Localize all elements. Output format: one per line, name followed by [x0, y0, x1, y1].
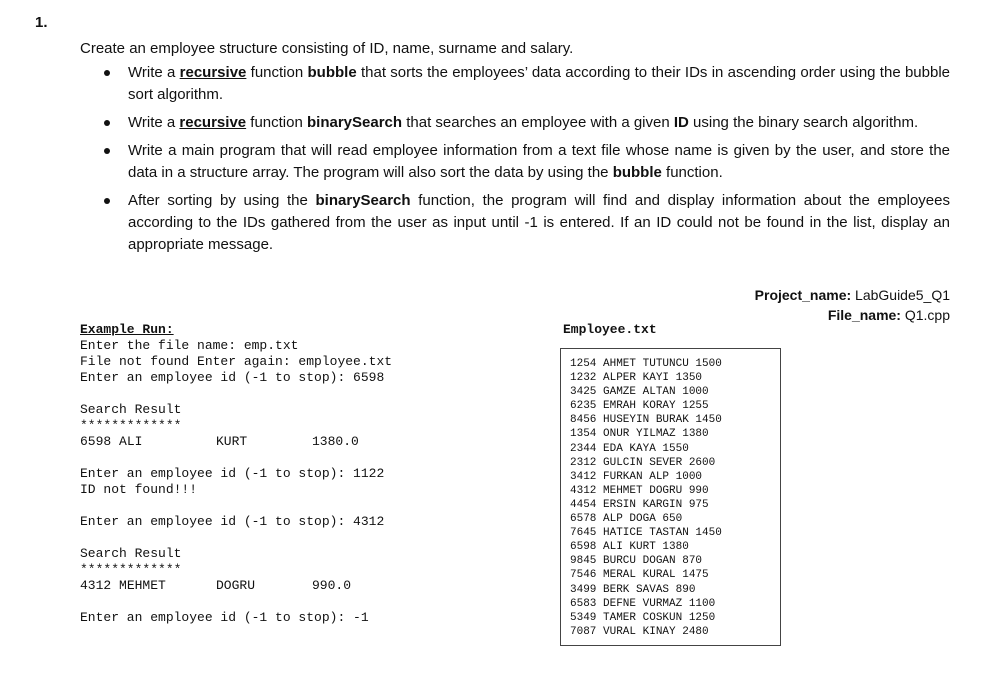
employee-row: 6598 ALI KURT 1380 [570, 541, 689, 554]
console-line: Enter an employee id (-1 to stop): -1 [80, 610, 369, 625]
result-id-name [80, 578, 216, 594]
employee-row: 2312 GULCIN SEVER 2600 [570, 456, 716, 469]
employee-row: 3425 GAMZE ALTAN 1000 [570, 386, 709, 399]
result-salary: 990.0 [312, 578, 352, 593]
question-number: 1. [35, 14, 48, 31]
result-id: 6598 [80, 434, 112, 449]
intro-text: Create an employee structure consisting of ID, name, surname and salary. [80, 40, 574, 57]
employee-row: 3412 FURKAN ALP 1000 [570, 470, 703, 483]
text: function, the program will find and display information about the employees according to the IDs gathered from the user as input until -1 is entered. If an ID could not be found in the list, display an appropriate message. [128, 192, 950, 253]
project-info [755, 285, 950, 325]
text: using the binary search algorithm. [688, 114, 919, 131]
console-line: Enter the file name: emp.txt [80, 338, 299, 353]
text: function [246, 64, 308, 81]
employee-row: 6583 DEFNE VURMAZ 1100 [570, 597, 716, 610]
employee-row: 2344 EDA KAYA 1550 [570, 442, 689, 455]
requirement-bubble [80, 62, 950, 106]
result-surname: KURT [216, 434, 248, 449]
console-line: Enter an employee id (-1 to stop): 4312 [80, 514, 385, 529]
not-found-message: ID not found!!! [80, 482, 198, 497]
requirement-main-program [80, 140, 950, 184]
employee-row: 7645 HATICE TASTAN 1450 [570, 527, 722, 540]
requirements-list [80, 62, 950, 262]
text: that sorts the employees’ data according to their IDs in ascending order using the bubble sort algorithm. [128, 64, 950, 103]
text: After sorting by using the [128, 192, 316, 209]
text: Write a main program that will read employee information from a text file whose name is given by the user, and store the data in a structure array. The program will also sort the data by using the [128, 142, 950, 181]
text: function. [661, 164, 723, 181]
keyword: recursive [179, 114, 247, 131]
employee-row: 4312 MEHMET DOGRU 990 [570, 484, 709, 497]
stars-divider: ************* [80, 562, 182, 577]
text: function [246, 114, 307, 131]
search-result-heading: Search Result [80, 546, 182, 561]
result-id-name [80, 434, 216, 450]
employee-row: 1232 ALPER KAYI 1350 [570, 372, 703, 385]
result-row [80, 578, 550, 594]
text: Write a [128, 64, 180, 81]
employee-row: 1354 ONUR YILMAZ 1380 [570, 428, 709, 441]
result-id: 4312 [80, 578, 112, 593]
employee-row: 8456 HUSEYIN BURAK 1450 [570, 414, 722, 427]
requirement-search-loop [80, 190, 950, 256]
console-line: File not found Enter again: employee.txt [80, 354, 393, 369]
employee-row: 5349 TAMER COSKUN 1250 [570, 611, 716, 624]
employee-row: 7087 VURAL KINAY 2480 [570, 625, 709, 638]
console-line: Enter an employee id (-1 to stop): 6598 [80, 370, 385, 385]
result-surname: DOGRU [216, 578, 256, 593]
employee-row: 6578 ALP DOGA 650 [570, 513, 683, 526]
file-value: Q1.cpp [904, 307, 950, 323]
requirement-binary-search [80, 112, 950, 134]
result-salary: 1380.0 [312, 434, 359, 449]
keyword: bubble [307, 64, 357, 81]
employee-row: 7546 MERAL KURAL 1475 [570, 569, 709, 582]
keyword: binarySearch [315, 192, 411, 209]
keyword: bubble [612, 164, 662, 181]
text: Write a [128, 114, 180, 131]
employee-row: 4454 ERSIN KARGIN 975 [570, 498, 709, 511]
keyword: ID [673, 114, 689, 131]
stars-divider: ************* [80, 418, 182, 433]
employee-row: 6235 EMRAH KORAY 1255 [570, 400, 709, 413]
project-value: LabGuide5_Q1 [855, 287, 950, 303]
keyword: binarySearch [307, 114, 403, 131]
result-name: MEHMET [119, 578, 166, 593]
result-row [80, 434, 550, 450]
text: that searches an employee with a given [402, 114, 674, 131]
keyword: recursive [179, 64, 247, 81]
console-line: Enter an employee id (-1 to stop): 1122 [80, 466, 385, 481]
example-run [80, 322, 550, 626]
employee-file-title: Employee.txt [563, 322, 657, 337]
project-label: Project_name: [754, 287, 852, 303]
example-title: Example Run: [80, 322, 174, 337]
result-name: ALI [119, 434, 143, 449]
search-result-heading: Search Result [80, 402, 182, 417]
file-label: File_name: [827, 307, 901, 323]
employee-row: 9845 BURCU DOGAN 870 [570, 555, 703, 568]
employee-row: 1254 AHMET TUTUNCU 1500 [570, 358, 722, 370]
employee-file-box [560, 348, 781, 646]
employee-row: 3499 BERK SAVAS 890 [570, 583, 696, 596]
